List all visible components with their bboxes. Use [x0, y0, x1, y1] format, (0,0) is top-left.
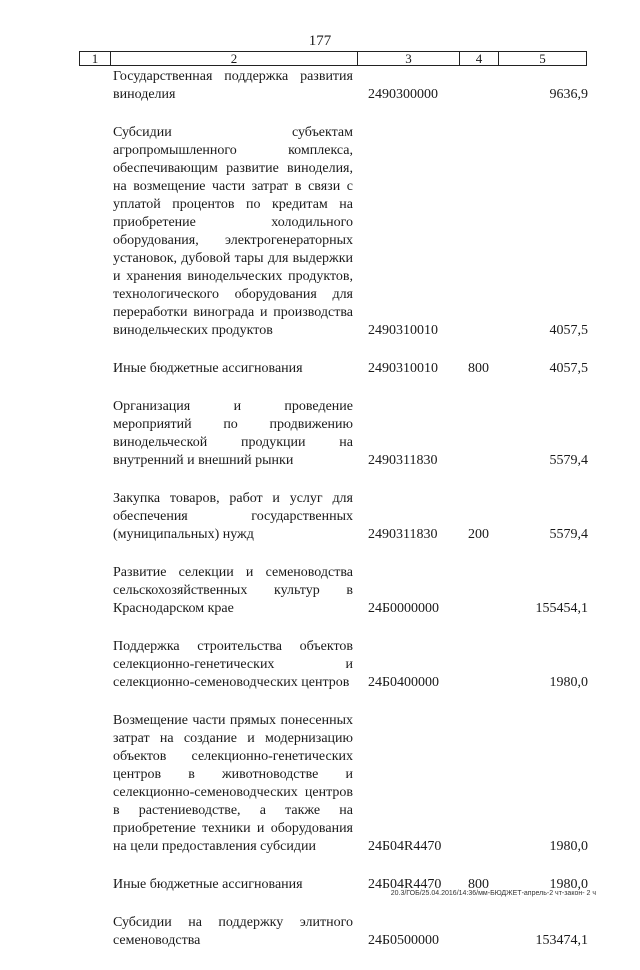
row-code: 24Б04R4470: [368, 839, 442, 854]
page-number: 177: [308, 33, 332, 49]
row-description: Возмещение части прямых понесенных затрат на создание и модернизацию объектов селекционно-генетических центров в животноводстве и селекционно-семеноводческих центров в растениеводстве, а также на приобретение техники и оборудования на цели предоставления субсидии: [113, 713, 353, 854]
table-row: [113, 490, 588, 544]
row-code: 24Б0500000: [368, 933, 440, 948]
row-code: 2490311830: [368, 527, 438, 542]
header-col-2: 2: [111, 52, 358, 65]
row-amount: 1980,0: [549, 877, 588, 892]
header-col-4: 4: [460, 52, 499, 65]
row-expense-type: 200: [468, 527, 489, 542]
row-description: Развитие селекции и семеноводства сельскохозяйственных культур в Краснодарском крае: [113, 565, 353, 616]
row-expense-type: 800: [468, 877, 489, 892]
row-amount: 4057,5: [549, 323, 588, 338]
row-code: 2490311830: [368, 453, 438, 468]
row-description: Поддержка строительства объектов селекционно-генетических и селекционно-семеноводческих центров: [113, 639, 353, 690]
table-row: [113, 360, 588, 378]
table-header: [79, 51, 587, 66]
row-expense-type: 800: [468, 361, 489, 376]
row-description: Субсидии на поддержку элитного семеноводства: [113, 915, 353, 948]
row-amount: 1980,0: [549, 839, 588, 854]
row-amount: 5579,4: [549, 527, 588, 542]
table-row: [113, 712, 588, 856]
table-row: [113, 914, 588, 950]
row-description: Закупка товаров, работ и услуг для обеспечения государственных (муниципальных) нужд: [113, 491, 353, 542]
header-col-5: 5: [539, 51, 546, 66]
row-code: 2490310010: [368, 361, 438, 376]
table-row: [113, 564, 588, 618]
row-code: 24Б0000000: [368, 601, 440, 616]
row-amount: 155454,1: [535, 601, 588, 616]
row-description: Субсидии субъектам агропромышленного комплекса, обеспечивающим развитие виноделия, на возмещение части затрат в связи с уплатой процентов по кредитам на приобретение холодильного оборудования, электрогенераторных установок, дубовой тары для выдержки и хранения винодельческих продуктов, технологического оборудования для переработки винограда и производства винодельческих продуктов: [113, 125, 353, 338]
table-row: [113, 398, 588, 470]
row-description: Организация и проведение мероприятий по продвижению винодельческой продукции на внутренний и внешний рынки: [113, 399, 353, 468]
budget-table-body: [113, 68, 588, 970]
row-description: Иные бюджетные ассигнования: [113, 877, 303, 892]
row-code: 24Б0400000: [368, 675, 440, 690]
table-row: [113, 68, 588, 104]
row-amount: 5579,4: [549, 453, 588, 468]
table-row: [113, 638, 588, 692]
row-code: 2490300000: [368, 87, 438, 102]
row-amount: 153474,1: [535, 933, 588, 948]
header-col-3: 3: [358, 52, 460, 65]
row-amount: 4057,5: [549, 361, 588, 376]
row-code: 2490310010: [368, 323, 438, 338]
row-amount: 1980,0: [549, 675, 588, 690]
row-code: 24Б04R4470: [368, 877, 442, 892]
row-description: Иные бюджетные ассигнования: [113, 361, 303, 376]
row-description: Государственная поддержка развития виноделия: [113, 69, 353, 102]
document-footer: 20.3/ГОБ/25.04.2016/14:36/мм-БЮДЖЕТ-апрель-2 чт-закон- 2 ч: [390, 890, 596, 897]
row-amount: 9636,9: [549, 87, 588, 102]
header-col-1: 1: [80, 52, 111, 65]
table-row: [113, 124, 588, 340]
